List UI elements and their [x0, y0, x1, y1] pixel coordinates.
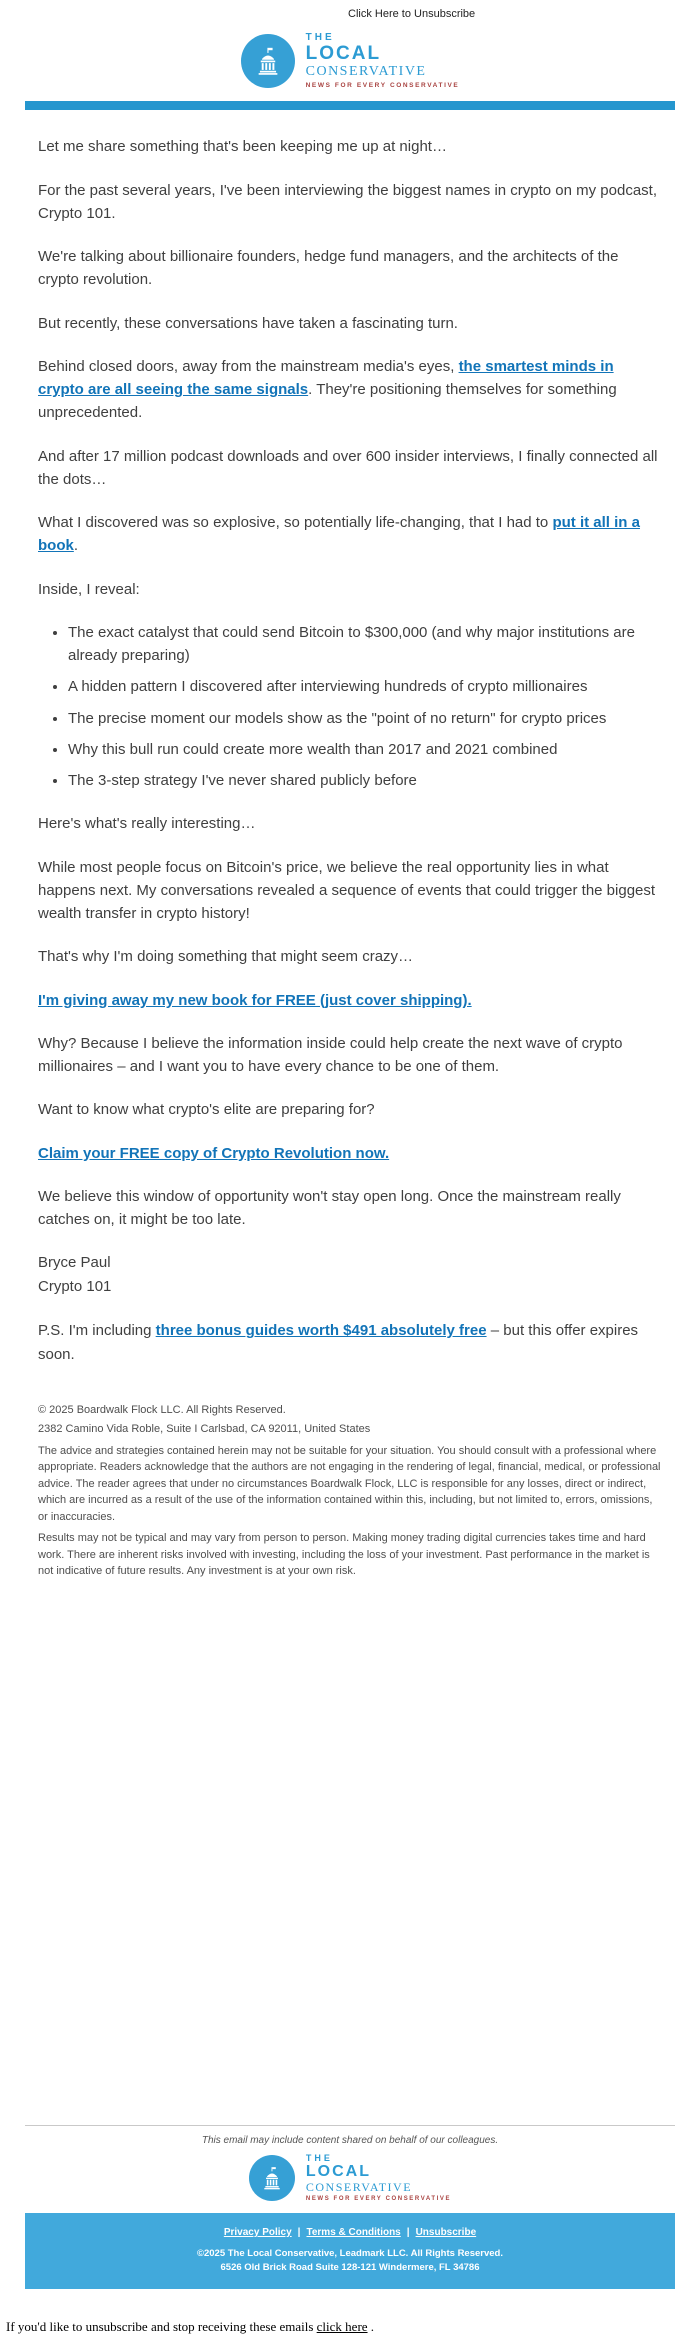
- email-body: [0, 110, 700, 1366]
- footer-bar: [25, 2213, 675, 2289]
- logo-text: [306, 2153, 451, 2203]
- link-separator: |: [297, 2227, 301, 2239]
- bottom-unsubscribe-link[interactable]: click here: [316, 2319, 368, 2335]
- list-item-pattern: • A hidden pattern I discovered after interviewing hundreds of crypto millionaires: [68, 675, 662, 698]
- paragraph-wealth-transfer: While most people focus on Bitcoin's price, we believe the real opportunity lies in what happens next. My conversations revealed a sequence of events that could trigger the biggest wealth transfer in crypto history!: [38, 858, 656, 923]
- list-item-bullrun: • Why this bull run could create more wealth than 2017 and 2021 combined: [68, 738, 662, 761]
- paragraph-guests: We're talking about billionaire founders, hedge fund managers, and the architects of the crypto revolution.: [38, 248, 619, 289]
- paragraph-why: Why? Because I believe the information inside could help create the next wave of crypto millionaires – and I want you to have every chance to be one of them.: [38, 1034, 623, 1076]
- link-separator: |: [406, 2227, 410, 2239]
- disclaimer-results: Results may not be typical and may vary from person to person. Making money trading digital currencies takes time and hard work. There are inherent risks involved with investing, including the loss of your investment. Past performance in the market is not indicative of future results. Any investment is at your own risk.: [38, 1532, 650, 1578]
- preheader: [0, 0, 700, 26]
- logo-word-the: THE: [305, 32, 335, 43]
- capitol-icon: [241, 34, 295, 88]
- claim-copy-link[interactable]: Claim your FREE copy of Crypto Revolution now.: [38, 1144, 390, 1162]
- paragraph-ps: [38, 1319, 662, 1366]
- logo-word-local: LOCAL: [305, 2162, 371, 2180]
- logo-text: [306, 32, 460, 89]
- text-segment: . They're positioning themselves for something unprecedented.: [38, 381, 617, 422]
- free-book-offer-link[interactable]: I'm giving away my new book for FREE (just cover shipping).: [38, 991, 472, 1009]
- footer-brand-logo: [0, 2149, 700, 2211]
- list-item-moment: • The precise moment our models show as the "point of no return" for crypto prices: [68, 707, 662, 730]
- text-segment: .: [367, 2319, 375, 2335]
- paragraph-elite: Want to know what crypto's elite are preparing for?: [38, 1101, 375, 1119]
- bonus-guides-link[interactable]: three bonus guides worth $491 absolutely free: [155, 1322, 487, 1340]
- paragraph-podcast: For the past several years, I've been interviewing the biggest names in crypto on my podcast, Crypto 101.: [38, 181, 658, 222]
- logo-tagline: NEWS FOR EVERY CONSERVATIVE: [305, 2196, 452, 2203]
- top-unsubscribe-link[interactable]: Click Here to Unsubscribe: [348, 8, 476, 20]
- capitol-icon: [249, 2155, 295, 2201]
- privacy-policy-link[interactable]: Privacy Policy: [223, 2227, 292, 2239]
- shared-content-note: This email may include content shared on behalf of our colleagues.: [201, 2134, 499, 2146]
- paragraph-window: We believe this window of opportunity won't stay open long. Once the mainstream really catches on, it might be too late.: [38, 1187, 621, 1229]
- logo-word-local: LOCAL: [305, 43, 382, 65]
- paragraph-signals: [38, 355, 662, 425]
- text-segment: If you'd like to unsubscribe and stop receiving these emails: [6, 2319, 317, 2335]
- logo-word-conservative: CONSERVATIVE: [305, 2179, 413, 2194]
- paragraph-interesting: Here's what's really interesting…: [38, 815, 256, 833]
- terms-conditions-link[interactable]: Terms & Conditions: [306, 2227, 401, 2239]
- bottom-unsubscribe-note: [0, 2289, 700, 2347]
- footer-links: [35, 2227, 665, 2238]
- logo-word-conservative: CONSERVATIVE: [305, 64, 427, 80]
- paragraph-crazy: That's why I'm doing something that might seem crazy…: [38, 948, 414, 966]
- logo-word-the: THE: [305, 2152, 333, 2163]
- paragraph-downloads: And after 17 million podcast downloads and over 600 insider interviews, I finally connected all the dots…: [38, 447, 658, 488]
- reveal-list: [38, 621, 662, 793]
- smartest-minds-link[interactable]: the smartest minds in crypto are all seeing the same signals: [38, 357, 614, 399]
- header-divider-bar: [25, 101, 675, 110]
- whitespace-spacer: [0, 1580, 700, 2125]
- signature: [38, 1251, 662, 1299]
- paragraph-reveal-intro: Inside, I reveal:: [38, 580, 140, 598]
- disclaimer-address: 2382 Camino Vida Roble, Suite I Carlsbad, CA 92011, United States: [38, 1423, 371, 1436]
- text-segment: – but this offer expires soon.: [38, 1322, 639, 1363]
- legal-disclaimer: [0, 1386, 700, 1580]
- paragraph-book: [38, 511, 662, 558]
- signature-podcast: Crypto 101: [38, 1278, 112, 1296]
- footer-address: 6526 Old Brick Road Suite 128-121 Windermere, FL 34786: [220, 2262, 480, 2274]
- paragraph-claim: [38, 1142, 662, 1165]
- paragraph-turn: But recently, these conversations have taken a fascinating turn.: [38, 314, 458, 332]
- text-segment: .: [73, 537, 79, 555]
- signature-name: Bryce Paul: [38, 1254, 111, 1272]
- footer-unsubscribe-link[interactable]: Unsubscribe: [415, 2227, 477, 2239]
- text-segment: What I discovered was so explosive, so potentially life-changing, that I had to: [38, 514, 553, 532]
- disclaimer-copyright: © 2025 Boardwalk Flock LLC. All Rights Reserved.: [38, 1403, 286, 1416]
- paragraph-free-offer: [38, 989, 662, 1012]
- list-item-strategy: • The 3-step strategy I've never shared publicly before: [68, 769, 662, 792]
- brand-logo: [0, 26, 700, 97]
- put-in-book-link[interactable]: put it all in a book: [38, 514, 640, 555]
- disclaimer-advice: The advice and strategies contained herein may not be suitable for your situation. You should consult with a professional where appropriate. Readers acknowledge that the authors are not engaging in the rendering of legal, financial, medical, or professional advice. The reader agrees that under no circumstances Boardwalk Flock, LLC is responsible for any losses, direct or indirect, which are incurred as a result of the use of the information contained within this, including, but not limited to, errors, omissions, or inaccuracies.: [38, 1444, 661, 1523]
- text-segment: Behind closed doors, away from the mainstream media's eyes,: [38, 357, 459, 375]
- list-item-catalyst: • The exact catalyst that could send Bitcoin to $300,000 (and why major institutions are already preparing): [68, 621, 662, 668]
- logo-tagline: NEWS FOR EVERY CONSERVATIVE: [305, 82, 460, 90]
- footer-copyright: ©2025 The Local Conservative, Leadmark LLC. All Rights Reserved.: [196, 2248, 503, 2260]
- paragraph-intro: Let me share something that's been keeping me up at night…: [38, 138, 447, 156]
- text-segment: P.S. I'm including: [38, 1322, 156, 1340]
